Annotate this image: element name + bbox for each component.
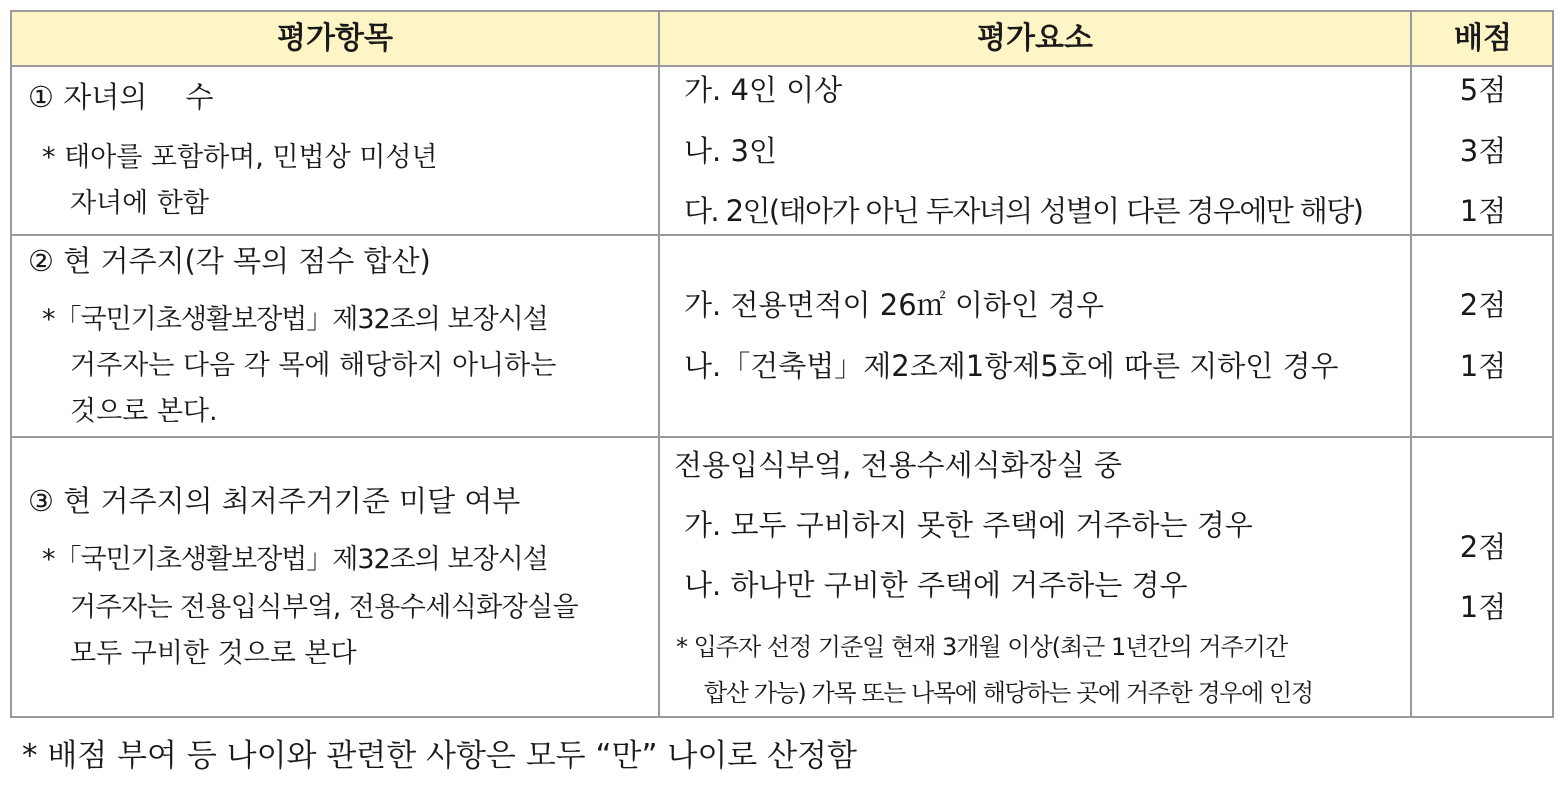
divider <box>12 65 1552 67</box>
footer-note: * 배점 부여 등 나이와 관련한 사항은 모두 “만” 나이로 산정함 <box>22 738 857 774</box>
row3-element-note: * 입주자 선정 기준일 현재 3개월 이상(최근 1년간의 거주기간 <box>676 633 1288 661</box>
row3-score: 1점 <box>1459 590 1507 624</box>
row2-item: ② 현 거주지(각 목의 점수 합산) <box>28 244 431 278</box>
row3-note: 거주자는 전용입식부엌, 전용수세식화장실을 <box>70 592 579 623</box>
divider <box>12 436 1552 438</box>
divider <box>658 12 660 716</box>
scoring-table <box>10 10 1554 718</box>
row3-element: 나. 하나만 구비한 주택에 거주하는 경우 <box>684 568 1188 602</box>
row1-score: 3점 <box>1459 134 1507 168</box>
row1-element: 가. 4인 이상 <box>684 73 843 107</box>
header-score: 배점 <box>1454 21 1512 56</box>
row1-item: ① 자녀의 수 <box>28 80 214 114</box>
row1-score: 1점 <box>1459 194 1507 228</box>
row2-score: 1점 <box>1459 349 1507 383</box>
row3-note: *「국민기초생활보장법」제32조의 보장시설 <box>42 544 548 575</box>
row1-element: 다. 2인(태아가 아닌 두자녀의 성별이 다른 경우에만 해당) <box>684 194 1363 228</box>
row1-note: * 태아를 포함하며, 민법상 미성년 <box>42 142 438 173</box>
row1-score: 5점 <box>1459 73 1507 107</box>
row1-element: 나. 3인 <box>684 134 777 168</box>
row1-note: 자녀에 한함 <box>70 188 209 219</box>
row2-score: 2점 <box>1459 288 1507 322</box>
row2-element: 가. 전용면적이 26㎡ 이하인 경우 <box>684 288 1105 322</box>
row3-element-note: 합산 가능) 가목 또는 나목에 해당하는 곳에 거주한 경우에 인정 <box>704 679 1313 707</box>
row3-intro: 전용입식부엌, 전용수세식화장실 중 <box>674 448 1122 482</box>
divider <box>12 234 1552 236</box>
header-item: 평가항목 <box>277 21 393 56</box>
header-element: 평가요소 <box>977 21 1093 56</box>
row3-note: 모두 구비한 것으로 본다 <box>70 638 357 669</box>
row2-note: 것으로 본다. <box>70 396 218 427</box>
row3-item: ③ 현 거주지의 최저주거기준 미달 여부 <box>28 484 521 518</box>
row3-element: 가. 모두 구비하지 못한 주택에 거주하는 경우 <box>684 508 1253 542</box>
row3-score: 2점 <box>1459 530 1507 564</box>
row2-note: *「국민기초생활보장법」제32조의 보장시설 <box>42 304 548 335</box>
row2-element: 나.「건축법」제2조제1항제5호에 따른 지하인 경우 <box>684 349 1339 383</box>
row2-note: 거주자는 다음 각 목에 해당하지 아니하는 <box>70 350 557 381</box>
